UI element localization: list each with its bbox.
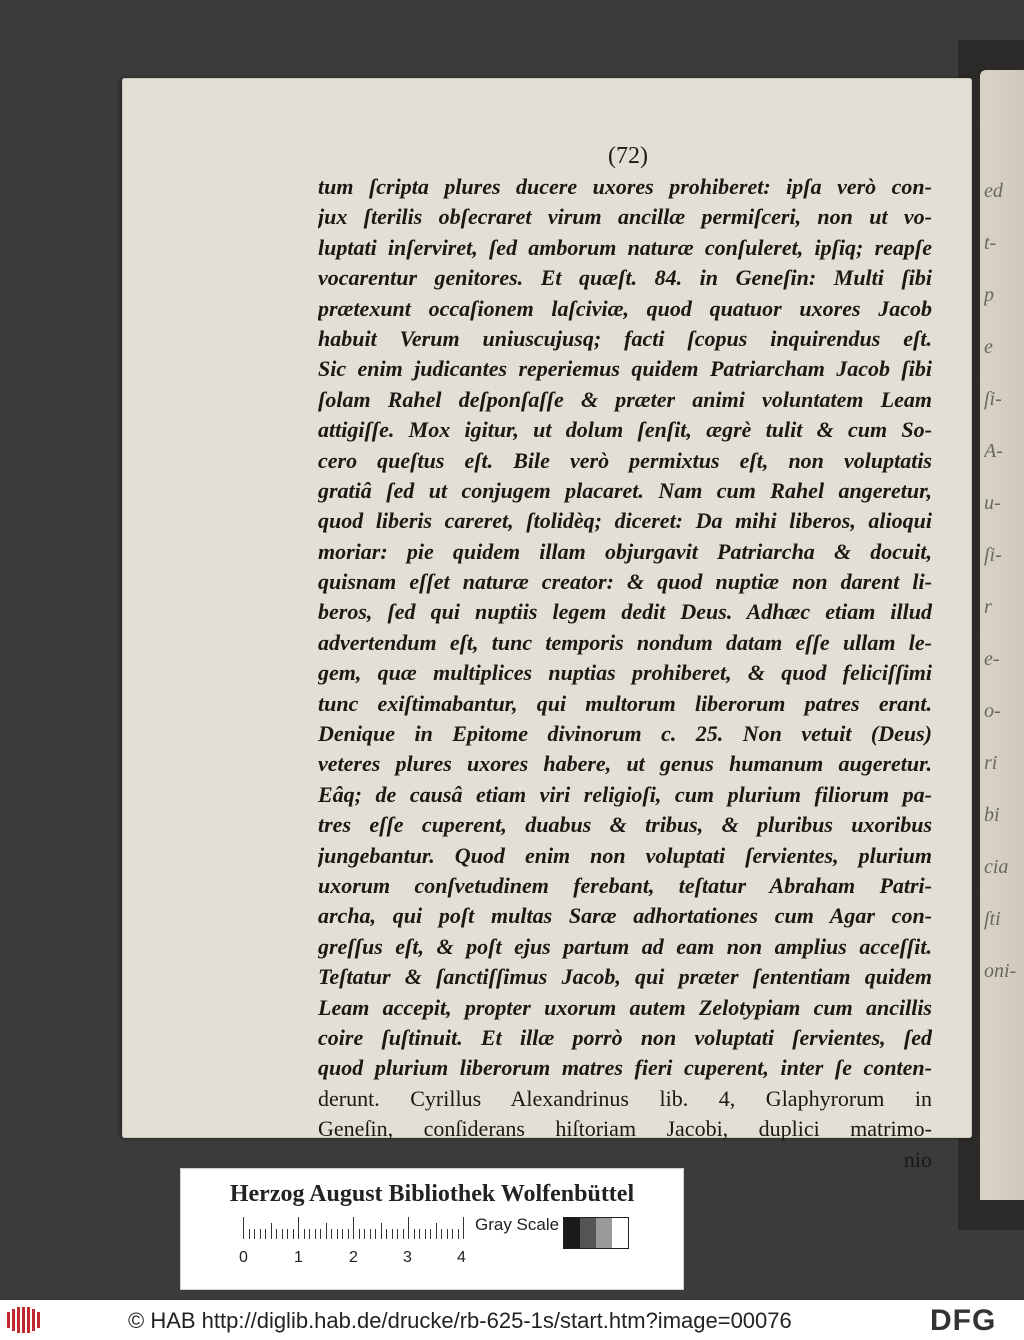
ruler-tick xyxy=(342,1229,343,1239)
text-line: moriar: pie quidem illam objurgavit Patriarcha & docuit, xyxy=(318,538,932,564)
dfg-logo: DFG xyxy=(930,1304,997,1337)
ruler-number: 2 xyxy=(349,1249,358,1266)
ruler-tick xyxy=(326,1223,327,1239)
ruler-tick xyxy=(243,1217,244,1239)
ruler-tick xyxy=(337,1229,338,1239)
text-line: jux ſterilis obſecraret virum ancillæ permiſceri, non ut vo- xyxy=(318,204,932,230)
text-line: gratiâ ſed ut conjugem placaret. Nam cum Rahel angeretur, xyxy=(318,477,932,503)
ruler-tick xyxy=(447,1229,448,1239)
text-line: gem, quæ multiplices nuptias prohiberet, & quod feliciſſimi xyxy=(318,660,932,686)
next-page-fragment: ſi- xyxy=(984,388,1002,410)
next-page-fragment: r xyxy=(984,596,992,618)
ruler-tick xyxy=(392,1229,393,1239)
ruler-number: 3 xyxy=(403,1249,412,1266)
text-line: luptati inſerviret, ſed amborum naturæ conſuleret, ipſiq; reapſe xyxy=(318,234,932,260)
ruler-tick xyxy=(463,1217,464,1239)
ruler-tick xyxy=(260,1229,261,1239)
gray-scale-label: Gray Scale xyxy=(475,1215,560,1234)
page-body-text xyxy=(318,172,932,1175)
ruler-tick xyxy=(364,1229,365,1239)
text-line: veteres plures uxores habere, ut genus humanum augeretur. xyxy=(318,751,932,777)
text-line: advertendum eſt, tunc temporis nondum datam eſſe ullam le- xyxy=(318,629,932,655)
text-line: Teſtatur & ſanctiſſimus Jacob, qui præter ſententiam quidem xyxy=(318,964,932,990)
text-line: tunc exiſtimabantur, qui multorum liberorum patres erant. xyxy=(318,690,932,716)
ruler-tick xyxy=(254,1229,255,1239)
ruler-tick xyxy=(304,1229,305,1239)
next-page-fragment: ed xyxy=(984,180,1003,202)
next-page-fragment: ri xyxy=(984,752,998,774)
next-page-fragment: cia xyxy=(984,856,1009,878)
next-page-fragment: e xyxy=(984,336,993,358)
next-page-fragment: ſti xyxy=(984,908,1001,930)
ruler-tick xyxy=(359,1229,360,1239)
ruler-tick xyxy=(397,1229,398,1239)
ruler-tick xyxy=(309,1229,310,1239)
ruler-number: 0 xyxy=(239,1249,248,1266)
gray-swatch xyxy=(612,1218,628,1248)
ruler-tick xyxy=(331,1229,332,1239)
ruler-tick xyxy=(441,1229,442,1239)
catchword: nio xyxy=(903,1146,932,1172)
ruler-number: 1 xyxy=(294,1249,303,1266)
ruler-tick xyxy=(276,1229,277,1239)
text-line: uxorum conſvetudinem ferebant, teſtatur Abraham Patri- xyxy=(318,872,932,898)
text-line: Denique in Epitome divinorum c. 25. Non vetuit (Deus) xyxy=(318,721,932,747)
gray-swatch xyxy=(580,1218,596,1248)
next-page-fragment: oni- xyxy=(984,960,1017,982)
copyright-source-link[interactable]: © HAB http://diglib.hab.de/drucke/rb-625-1s/start.htm?image=00076 xyxy=(128,1308,792,1333)
text-line: derunt. Cyrillus Alexandrinus lib. 4, Glaphyrorum in xyxy=(318,1085,932,1111)
text-line: Eâq; de causâ etiam viri religioſi, cum plurium filiorum pa- xyxy=(318,781,932,807)
ruler-tick xyxy=(408,1217,409,1239)
next-page-fragment: A- xyxy=(984,440,1003,462)
text-line: attigiſſe. Mox igitur, ut dolum ſenſit, ægrè tulit & cum So- xyxy=(318,417,932,443)
ruler-tick xyxy=(403,1229,404,1239)
ruler-tick xyxy=(271,1223,272,1239)
next-page-fragment: u- xyxy=(984,492,1001,514)
ruler-number: 4 xyxy=(457,1249,466,1266)
ruler-tick xyxy=(381,1223,382,1239)
ruler-tick xyxy=(320,1229,321,1239)
ruler-tick xyxy=(430,1229,431,1239)
text-line: Sic enim judicantes reperiemus quidem Patriarcham Jacob ſibi xyxy=(318,356,932,382)
text-line: cero queſtus eſt. Bile verò permixtus eſt, non voluptatis xyxy=(318,447,932,473)
hab-logo-icon xyxy=(6,1306,44,1334)
text-line: archa, qui poſt multas Saræ adhortationes cum Agar con- xyxy=(318,903,932,929)
text-line: vocarentur genitores. Et quæſt. 84. in Geneſin: Multi ſibi xyxy=(318,265,932,291)
text-line: ſolam Rahel deſponſaſſe & præter animi voluntatem Leam xyxy=(318,386,932,412)
text-line: quod plurium liberorum matres fieri cuperent, inter ſe conten- xyxy=(318,1055,932,1081)
ruler-tick xyxy=(282,1229,283,1239)
ruler-tick xyxy=(386,1229,387,1239)
text-line: quod liberis careret, ſtolidèq; diceret: Da mihi liberos, alioqui xyxy=(318,508,932,534)
ruler-tick xyxy=(265,1229,266,1239)
text-line: habuit Verum uniuscujusq; facti ſcopus inquirendus eſt. xyxy=(318,325,932,351)
text-line: quisnam eſſet naturæ creator: & quod nuptiæ non darent li- xyxy=(318,569,932,595)
ruler-tick xyxy=(315,1229,316,1239)
ruler-tick xyxy=(298,1217,299,1239)
text-line: tres eſſe cuperent, duabus & tribus, & pluribus uxoribus xyxy=(318,812,932,838)
gray-scale-swatches xyxy=(563,1217,629,1249)
ruler-tick xyxy=(249,1229,250,1239)
text-line: coire ſuſtinuit. Et illæ porrò non voluptati ſervientes, ſed xyxy=(318,1024,932,1050)
ruler-tick xyxy=(452,1229,453,1239)
next-page-fragment: o- xyxy=(984,700,1001,722)
ruler-tick xyxy=(419,1229,420,1239)
ruler-tick xyxy=(353,1217,354,1239)
text-line: jungebantur. Quod enim non voluptati ſervientes, plurium xyxy=(318,842,932,868)
ruler-tick xyxy=(287,1229,288,1239)
measurement-ruler xyxy=(243,1217,467,1239)
text-line: beros, ſed qui nuptiis legem dedit Deus. Adhæc etiam illud xyxy=(318,599,932,625)
ruler-tick xyxy=(425,1229,426,1239)
footer-bar xyxy=(0,1300,1024,1340)
ruler-tick xyxy=(375,1229,376,1239)
text-line: Geneſin, conſiderans hiſtoriam Jacobi, duplici matrimo- xyxy=(318,1116,932,1142)
text-line: greſſus eſt, & poſt ejus partum ad eam non amplius acceſſit. xyxy=(318,933,932,959)
gray-swatch xyxy=(564,1218,580,1248)
gray-swatch xyxy=(596,1218,612,1248)
ruler-tick xyxy=(414,1229,415,1239)
library-name: Herzog August Bibliothek Wolfenbüttel xyxy=(229,1181,635,1207)
text-line: prætexunt occaſionem laſciviæ, quod quatuor uxores Jacob xyxy=(318,295,932,321)
page-number: (72) xyxy=(608,143,648,169)
color-calibration-card xyxy=(180,1168,684,1290)
text-line: tum ſcripta plures ducere uxores prohiberet: ipſa verò con- xyxy=(318,174,932,199)
next-page-fragment: ſi- xyxy=(984,544,1002,566)
next-page-fragment: p xyxy=(984,284,994,306)
next-page-fragment: e- xyxy=(984,648,1000,670)
ruler-tick xyxy=(293,1229,294,1239)
ruler-tick xyxy=(458,1229,459,1239)
ruler-tick xyxy=(370,1229,371,1239)
ruler-tick xyxy=(348,1229,349,1239)
text-line: Leam accepit, propter uxorum autem Zelotypiam cum ancillis xyxy=(318,994,932,1020)
ruler-tick xyxy=(436,1223,437,1239)
next-page-fragment: bi xyxy=(984,804,1000,826)
next-page-fragment: t- xyxy=(984,232,997,254)
